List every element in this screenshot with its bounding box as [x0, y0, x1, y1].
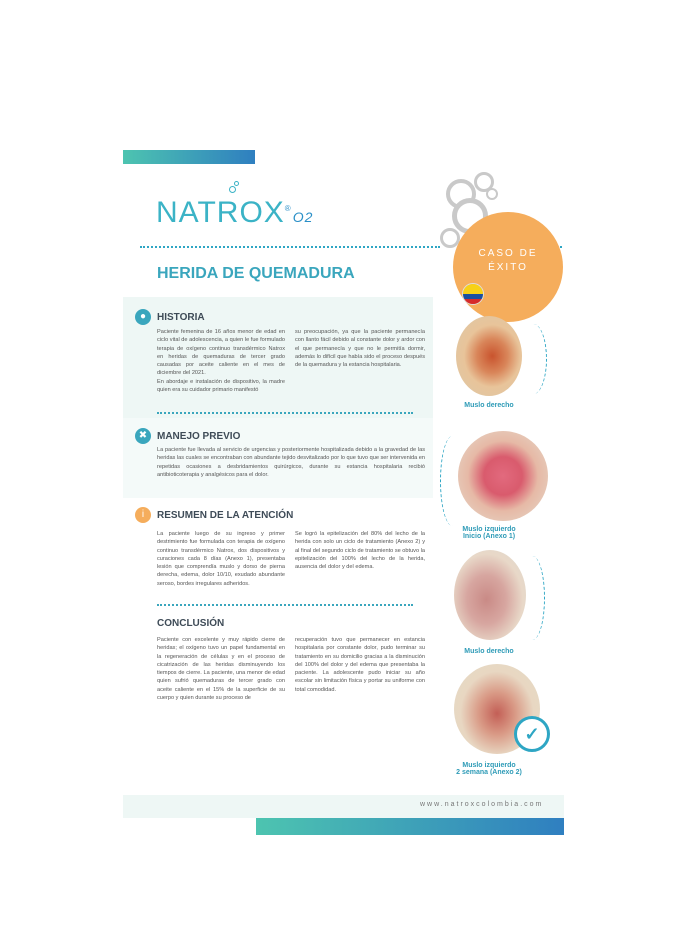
checkmark-icon: ✓	[514, 716, 550, 752]
wound-photo-3	[454, 550, 526, 640]
photo-label-4-line1: Muslo izquierdo	[462, 762, 516, 769]
badge-line1: CASO DE	[478, 248, 538, 259]
conclusion-col1: Paciente con excelente y muy rápido cierre de heridas; el oxígeno tuvo un papel fundamental en la regeneración de células y en el proceso de cicatrización de las heridas disminuyendo los tiempos de cierre. La paciente, una menor de edad quien sufrió quemaduras de tercer grado con aceite caliente en el 15% de la superficie de su cuerpo y quien durante su proceso de	[157, 637, 285, 702]
website-link[interactable]: www.natroxcolombia.com	[420, 801, 544, 808]
bandage-icon: ✖	[135, 428, 151, 444]
conclusion-col2: recuperación tuvo que permanecer en estancia hospitalaria por constante dolor, pudo terminar su tratamiento en su domicilio gracias a la disminución del 100% del dolor y del edema que presentaba la paciente. La adolescente pudo iniciar su año escolar sin limitación física y portar su uniforme con total comodidad.	[295, 637, 425, 693]
photo-label-2-line2: Inicio (Anexo 1)	[462, 533, 516, 540]
connector-arrow	[440, 436, 465, 526]
logo-bubble-icon	[234, 181, 239, 186]
resumen-title: RESUMEN DE LA ATENCIÓN	[157, 510, 294, 521]
manejo-text: La paciente fue llevada al servicio de urgencias y posteriormente hospitalizada debido a la gravedad de las heridas las cuales se encontraban con abundante tejido desvitalizado por lo que tuvo que ser intervenida en repetidas ocasiones a desbridamientos quirúrgicos, durante su estancia hospitalaria recibió antibioticoterapia y analgésicos para el dolor.	[157, 447, 425, 478]
historia-col1	[157, 328, 285, 394]
photo-label-4	[446, 762, 532, 776]
resumen-col2: Se logró la epitelización del 80% del lecho de la herida con solo un ciclo de tratamiento (Anexo 2) y al final del segundo ciclo de tratamiento se obtuvo la epitelización del 100% del lecho de la herida, ausencia del dolor y del edema.	[295, 531, 425, 571]
bottom-accent-bar	[256, 818, 564, 835]
natrox-logo: NATROX®O2	[156, 196, 314, 229]
historia-col1-p1: Paciente femenina de 16 años menor de edad en ciclo vital de adolescencia, a quien le fue formulado terapia de oxígeno continuo transdérmico Natrox en heridas de quemaduras de tercer grado causadas por aceite caliente en el mes de diciembre del 2021.	[157, 329, 285, 377]
logo-bubble-icon	[229, 186, 236, 193]
wound-photo-1	[456, 316, 522, 396]
divider	[140, 246, 440, 248]
historia-col1-p2: En abordaje e instalación de dispositivo, la madre quien era su cuidador primario manifestó	[157, 378, 285, 394]
connector-arrow	[520, 556, 545, 640]
conclusion-title: CONCLUSIÓN	[157, 618, 225, 629]
resumen-col1: La paciente luego de su ingreso y primer destrimiento fue formulada con terapia de oxígeno continuo transdérmico Natrox, dos dispositivos y curaciones cada 8 días (Anexo 1), presentaba lesión que comprendía muslo y dorso de pierna derecha, edema, dolor 10/10, exudado abundante seroso, bordes irregulares adheridos.	[157, 531, 285, 587]
info-icon: i	[135, 507, 151, 523]
photo-label-1: Muslo derecho	[464, 402, 514, 409]
page-title: HERIDA DE QUEMADURA	[157, 265, 355, 282]
person-icon: ●	[135, 309, 151, 325]
photo-label-2-line1: Muslo izquierdo	[462, 526, 516, 533]
photo-label-3: Muslo derecho	[464, 648, 514, 655]
bubble-decoration-icon	[486, 188, 498, 200]
photo-label-2	[446, 526, 532, 540]
manejo-title: MANEJO PREVIO	[157, 431, 241, 442]
divider	[157, 604, 413, 606]
wound-photo-2	[458, 431, 548, 521]
connector-arrow	[520, 324, 547, 394]
divider	[157, 412, 413, 414]
photo-label-4-line2: 2 semana (Anexo 2)	[456, 769, 522, 776]
historia-col2: su preocupación, ya que la paciente permanecía con llanto fácil debido al constante dolor y ardor con el que permanecía y que no le permitía dormir, además lo difícil que había sido el proceso después de la quemadura y la estancia hospitalaria.	[295, 329, 425, 369]
historia-title: HISTORIA	[157, 312, 205, 323]
success-case-badge	[453, 212, 563, 322]
colombia-flag-icon	[462, 283, 484, 305]
top-accent-bar	[123, 150, 255, 164]
badge-line2: ÉXITO	[488, 262, 528, 273]
